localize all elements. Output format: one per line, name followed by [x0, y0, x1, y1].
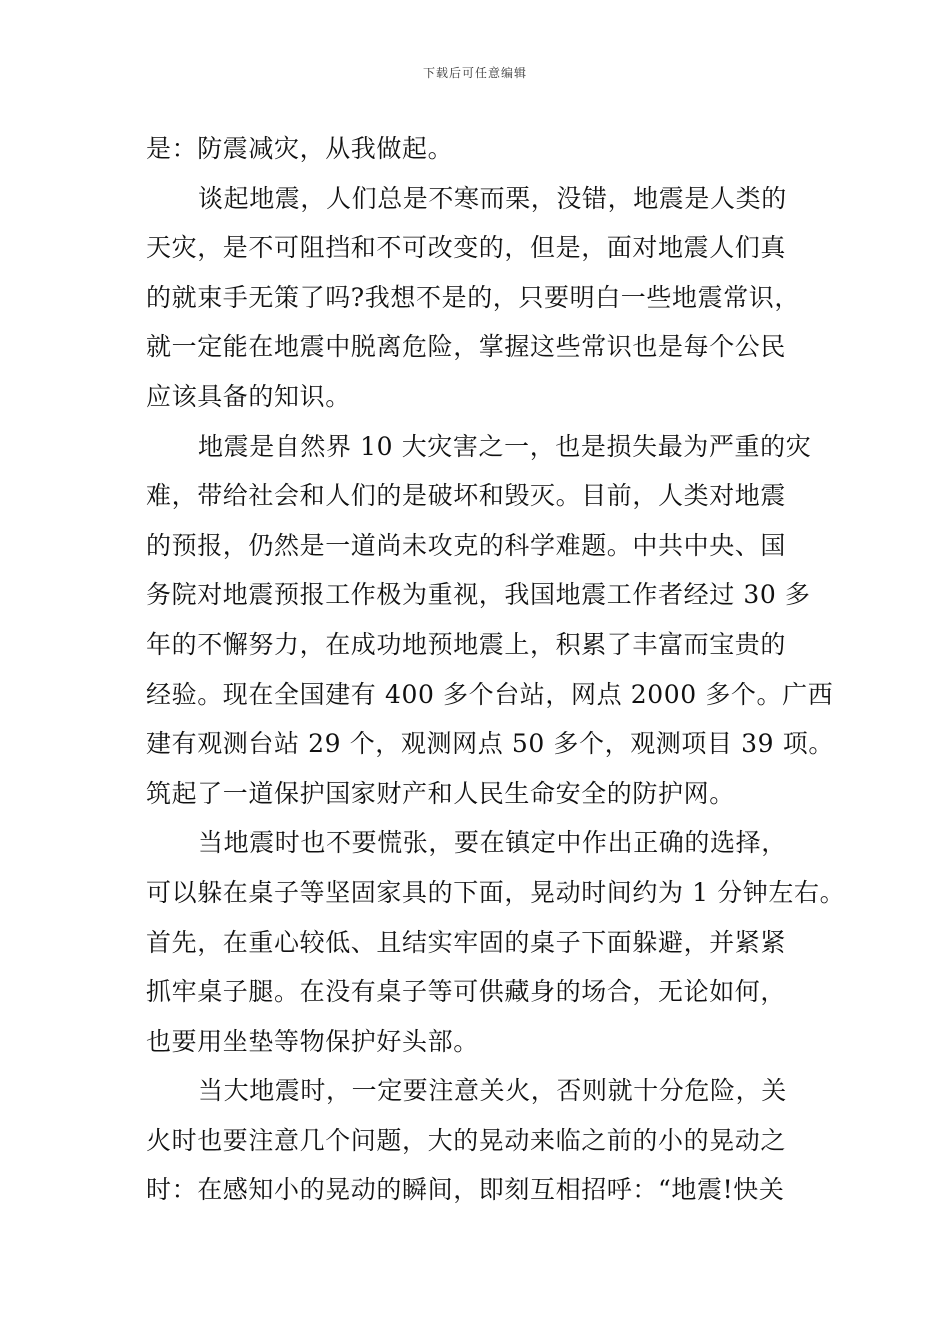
text-line: 筑起了一道保护国家财产和人民生命安全的防护网。: [146, 778, 735, 808]
page-header: 下载后可任意编辑: [422, 66, 527, 80]
text-line: 的就束手无策了吗?我想不是的，只要明白一些地震常识，: [146, 282, 801, 312]
text-line: 经验。现在全国建有 400 多个台站，网点 2000 多个。广西: [146, 679, 834, 709]
text-line: 当地震时也不要慌张，要在镇定中作出正确的选择，: [198, 828, 787, 858]
text-line: 难，带给社会和人们的是破坏和毁灭。目前，人类对地震: [146, 481, 787, 511]
text-line: 抓牢桌子腿。在没有桌子等可供藏身的场合，无论如何，: [146, 977, 787, 1007]
text-line: 时：在感知小的晃动的瞬间，即刻互相招呼：“地震!快关: [146, 1175, 785, 1205]
text-line: 火时也要注意几个问题，大的晃动来临之前的小的晃动之: [146, 1125, 787, 1155]
text-line: 天灾，是不可阻挡和不可改变的，但是，面对地震人们真: [146, 233, 787, 263]
text-line: 就一定能在地震中脱离危险，掌握这些常识也是每个公民: [146, 332, 787, 362]
text-line: 是：防震减灾，从我做起。: [146, 134, 454, 163]
text-line: 务院对地震预报工作极为重视，我国地震工作者经过 30 多: [146, 580, 811, 610]
text-line: 也要用坐垫等物保护好头部。: [146, 1026, 479, 1056]
text-line: 地震是自然界 10 大灾害之一，也是损失最为严重的灾: [198, 431, 812, 461]
text-line: 应该具备的知识。: [146, 381, 351, 411]
text-line: 建有观测台站 29 个，观测网点 50 多个，观测项目 39 项。: [146, 729, 834, 759]
body-text: [146, 124, 846, 1215]
text-line: 当大地震时，一定要注意关火，否则就十分危险，关: [198, 1076, 787, 1106]
text-line: 谈起地震，人们总是不寒而栗，没错，地震是人类的: [198, 183, 787, 213]
text-line: 的预报，仍然是一道尚未攻克的科学难题。中共中央、国: [146, 530, 787, 560]
text-line: 可以躲在桌子等坚固家具的下面，晃动时间约为 1 分钟左右。: [146, 877, 846, 907]
text-line: 首先，在重心较低、且结实牢固的桌子下面躲避，并紧紧: [146, 927, 787, 957]
text-line: 年的不懈努力，在成功地预地震上，积累了丰富而宝贵的: [146, 629, 787, 659]
